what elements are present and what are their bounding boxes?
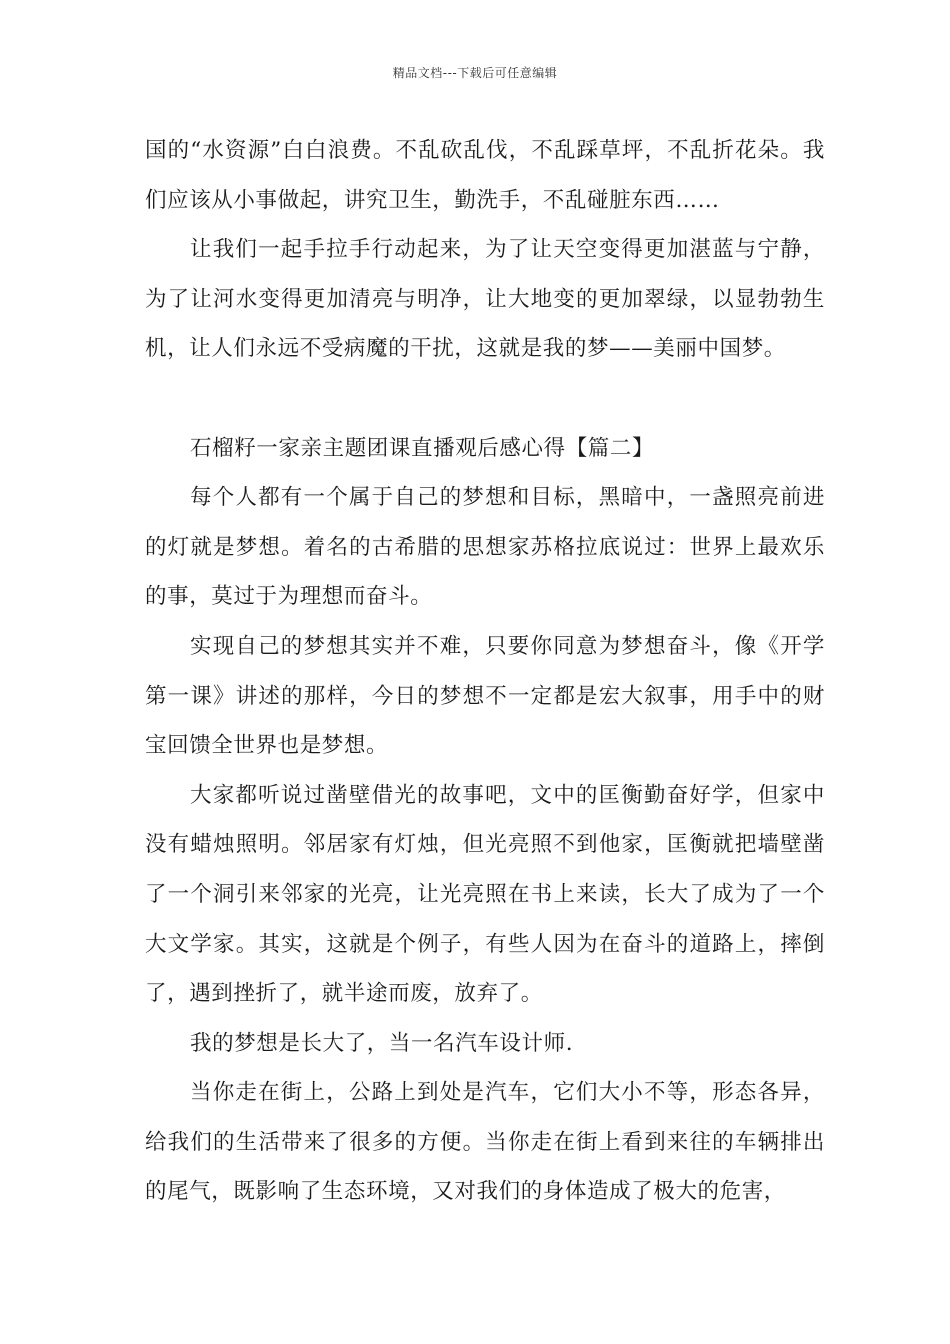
paragraph-2: 让我们一起手拉手行动起来，为了让天空变得更加湛蓝与宁静，为了让河水变得更加清亮与明净，让大地变的更加翠绿，以显勃勃生机，让人们永远不受病魔的干扰，这就是我的梦——美丽中国梦。 (145, 237, 825, 362)
paragraph-1: 国的“水资源”白白浪费。不乱砍乱伐，不乱踩草坪，不乱折花朵。我们应该从小事做起，讲究卫生，勤洗手，不乱碰脏东西…… (145, 138, 825, 213)
paragraph-7: 当你走在街上，公路上到处是汽车，它们大小不等，形态各异，给我们的生活带来了很多的方便。当你走在街上看到来往的车辆排出的尾气，既影响了生态环境，又对我们的身体造成了极大的危害， (145, 1080, 825, 1205)
page-header: 精品文档---下载后可任意编辑 (392, 66, 558, 80)
paragraph-4: 实现自己的梦想其实并不难，只要你同意为梦想奋斗，像《开学第一课》讲述的那样，今日的梦想不一定都是宏大叙事，用手中的财宝回馈全世界也是梦想。 (145, 633, 825, 759)
paragraph-5: 大家都听说过凿壁借光的故事吧，文中的匡衡勤奋好学，但家中没有蜡烛照明。邻居家有灯烛，但光亮照不到他家，匡衡就把墙壁凿了一个洞引来邻家的光亮，让光亮照在书上来读，长大了成为了一个大文学家。其实，这就是个例子，有些人因为在奋斗的道路上，摔倒了，遇到挫折了，就半途而废，放弃了。 (145, 782, 825, 1007)
document-body (145, 126, 825, 1217)
blank-line (145, 374, 825, 424)
paragraph-6: 我的梦想是长大了，当一名汽车设计师. (190, 1030, 574, 1056)
paragraph-3: 每个人都有一个属于自己的梦想和目标，黑暗中，一盏照亮前进的灯就是梦想。着名的古希腊的思想家苏格拉底说过：世界上最欢乐的事，莫过于为理想而奋斗。 (145, 485, 825, 610)
section-title: 石榴籽一家亲主题团课直播观后感心得【篇二】 (190, 435, 655, 461)
